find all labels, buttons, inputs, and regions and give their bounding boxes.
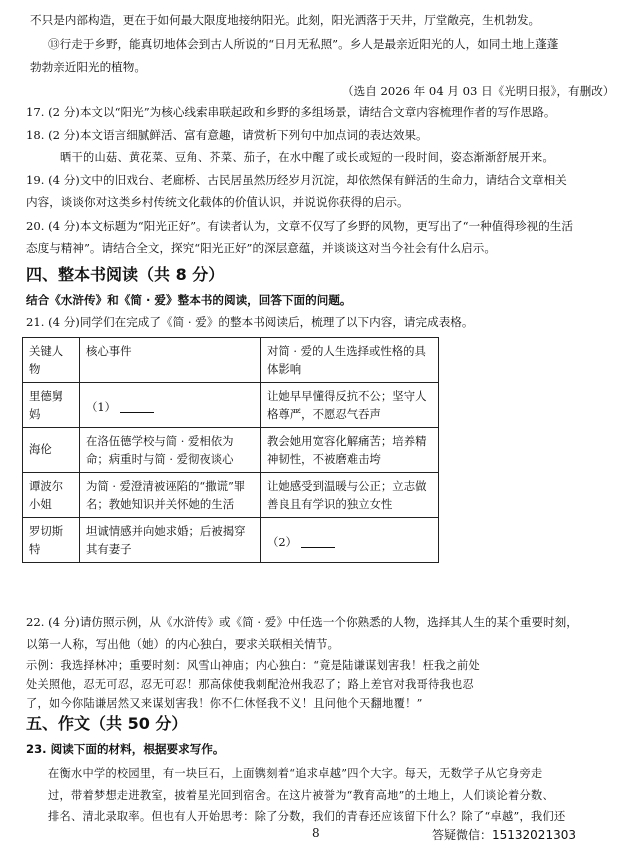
table-cell-event: 在洛伍德学校与简 · 爱相依为命；病重时与简 · 爱彻夜谈心 — [80, 428, 261, 473]
table-cell-person: 里德舅妈 — [23, 383, 80, 428]
table-cell-event: 坦诚情感并向她求婚；后被揭穿其有妻子 — [80, 518, 261, 563]
example-text-cont: 处关照他，忍无可忍，忍无可忍！那高俅使我刺配沧州我忍了；路上差官对我哥待我也忍 — [26, 678, 475, 691]
question-22-cont: 以第一人称，写出他（她）的内心独白，要求关联相关情节。 — [26, 637, 340, 651]
table-row — [23, 518, 439, 563]
answer-blank-1[interactable] — [120, 400, 154, 413]
example-text: 示例：我选择林冲；重要时刻：风雪山神庙；内心独白：“竟是陆谦谋划害我！枉我之前处 — [26, 659, 481, 672]
question-20: 20. (4 分)本文标题为“阳光正好”。有读者认为，文章不仅写了乡野的风物，更写出了“一种值得珍视的生活 — [26, 219, 573, 233]
passage-source: （选自 2026 年 04 月 03 日《光明日报》，有删改） — [342, 84, 615, 98]
table-header-row — [23, 338, 439, 383]
question-22: 22. (4 分)请仿照示例，从《水浒传》或《简 · 爱》中任选一个你熟悉的人物，选择其人生的某个重要时刻， — [26, 615, 578, 629]
table-cell-impact: 教会她用宽容化解痛苦；培养精神韧性，不被磨难击垮 — [261, 428, 439, 473]
section-5-heading: 五、作文（共 50 分） — [26, 714, 188, 733]
section-4-instruction: 结合《水浒传》和《简 · 爱》整本书的阅读，回答下面的问题。 — [26, 293, 352, 307]
table-header-cell: 核心事件 — [80, 338, 261, 383]
table-cell-impact: 让她感受到温暖与公正；立志做善良且有学识的独立女性 — [261, 473, 439, 518]
passage-paragraph-end: 不只是内部构造，更在于如何最大限度地接纳阳光。此刻，阳光洒落于天井，厅堂敞亮，生机勃发。 — [30, 13, 541, 27]
contact-info: 答疑微信：15132021303 — [432, 828, 576, 842]
blank-label: （2） — [267, 535, 298, 549]
table-cell-event — [80, 383, 261, 428]
table-cell-person: 海伦 — [23, 428, 80, 473]
section-4-heading: 四、整本书阅读（共 8 分） — [26, 265, 225, 284]
blank-label: （1） — [86, 400, 117, 414]
table-row — [23, 383, 439, 428]
question-18-quote: 晒干的山菇、黄花菜、豆角、芥菜、茄子，在水中醒了或长或短的一段时间，姿态渐渐舒展开来。 — [60, 151, 554, 164]
table-cell-event: 为简 · 爱澄清被诬陷的“撒谎”罪名；教她知识并关怀她的生活 — [80, 473, 261, 518]
example-text-cont: 了，如今你陆谦居然又来谋划害我！你不仁休怪我不义！且问他个天翻地覆！” — [26, 697, 423, 710]
passage-paragraph-13-cont: 勃勃亲近阳光的植物。 — [30, 60, 146, 74]
table-row — [23, 428, 439, 473]
table-cell-impact — [261, 518, 439, 563]
answer-blank-2[interactable] — [301, 535, 335, 548]
question-19-cont: 内容，谈谈你对这类乡村传统文化载体的价值认识，并说说你获得的启示。 — [26, 195, 409, 209]
question-21: 21. (4 分)同学们在完成了《简 · 爱》的整本书阅读后，梳理了以下内容，请完成表格。 — [26, 315, 474, 329]
question-18: 18. (2 分)本文语言细腻鲜活、富有意趣，请赏析下列句中加点词的表达效果。 — [26, 128, 428, 142]
question-23: 23. 阅读下面的材料，根据要求写作。 — [26, 742, 225, 756]
table-header-cell: 关键人物 — [23, 338, 80, 383]
table-cell-impact: 让她早早懂得反抗不公；坚守人格尊严，不愿忍气吞声 — [261, 383, 439, 428]
table-cell-person: 谭波尔小姐 — [23, 473, 80, 518]
characters-table — [22, 337, 439, 563]
material-text: 在衡水中学的校园里，有一块巨石，上面镌刻着“追求卓越”四个大字。每天，无数学子从它身旁走 — [48, 767, 543, 780]
page-number: 8 — [312, 826, 320, 840]
material-text-cont: 排名、清北录取率。但也有人开始思考：除了分数，我们的青春还应该留下什么？除了“卓越”，我们还 — [48, 810, 566, 823]
question-19: 19. (4 分)文中的旧戏台、老廊桥、古民居虽然历经岁月沉淀，却依然保有鲜活的生命力，请结合文章相关 — [26, 173, 567, 187]
question-20-cont: 态度与精神”。请结合全文，探究“阳光正好”的深层意蕴，并谈谈这对当今社会有什么启示。 — [26, 241, 496, 255]
table-header-cell: 对简 · 爱的人生选择或性格的具体影响 — [261, 338, 439, 383]
question-17: 17. (2 分)本文以“阳光”为核心线索串联起政和乡野的多组场景，请结合文章内容梳理作者的写作思路。 — [26, 105, 556, 119]
material-text-cont: 过，带着梦想走进教室，披着星光回到宿舍。在这片被誉为“教育高地”的土地上，人们谈论着分数、 — [48, 789, 555, 802]
passage-paragraph-13: ⑬行走于乡野，能真切地体会到古人所说的“日月无私照”。乡人是最亲近阳光的人，如同土地上蓬蓬 — [48, 37, 559, 51]
table-row — [23, 473, 439, 518]
table-cell-person: 罗切斯特 — [23, 518, 80, 563]
